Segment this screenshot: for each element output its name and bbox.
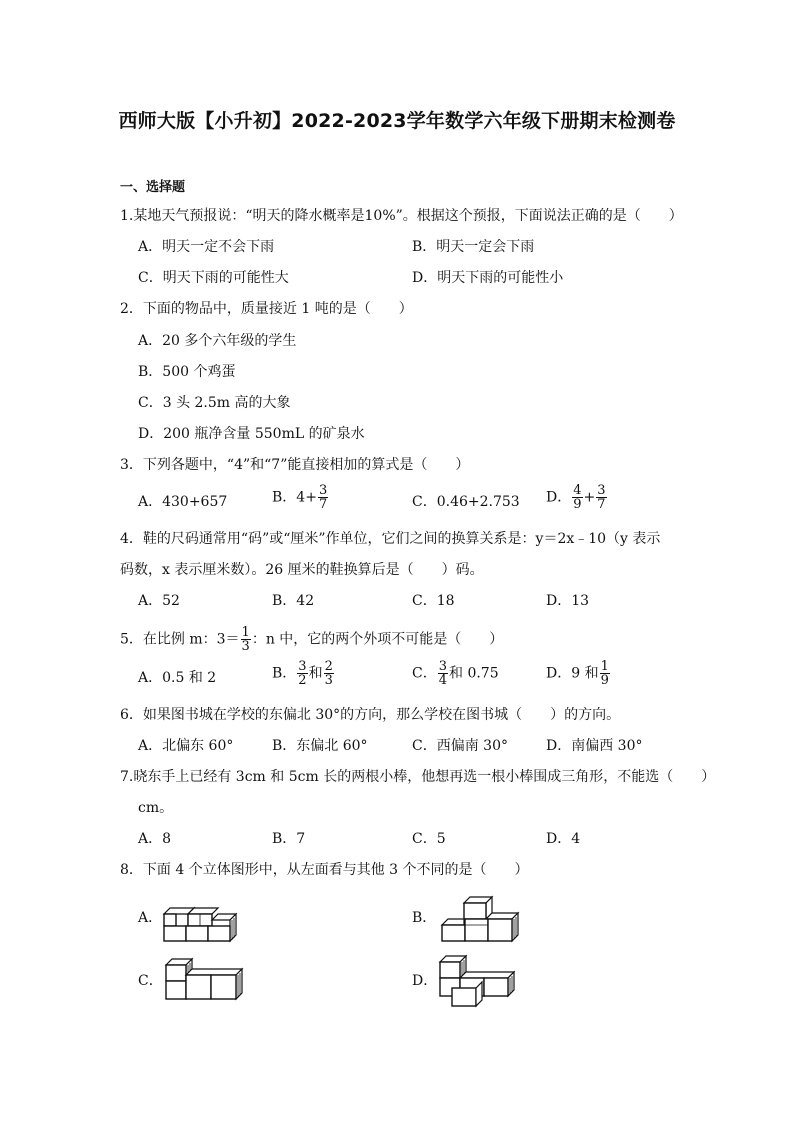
question-7-line-2: cm。 [138,800,174,816]
q1-option-c[interactable]: C．明天下雨的可能性大 [138,270,289,286]
q5-suffix: ：n 中，它的两个外项不可能是（ ） [251,631,504,648]
fraction-numerator: 1 [241,625,250,640]
q4-option-d[interactable]: D．13 [546,593,590,609]
q5-option-c-prefix: C． [412,665,437,682]
fraction-numerator: 4 [573,483,582,498]
q7-option-a[interactable]: A．8 [138,831,172,847]
q3-option-d-fraction-1 [572,484,582,511]
q3-option-b-prefix: B．4+ [272,489,317,506]
fraction-denominator: 9 [573,497,582,512]
q7-option-d[interactable]: D．4 [546,831,581,847]
plus-sign: + [583,489,596,506]
question-3: 3．下列各题中，“4”和“7”能直接相加的算式是（ ） [120,457,470,473]
fraction-numerator: 2 [324,659,333,674]
fraction-denominator: 2 [298,673,307,688]
q6-option-a[interactable]: A．北偏东 60° [138,738,234,754]
fraction-denominator: 4 [438,673,447,688]
section-heading: 一、选择题 [120,180,186,195]
q5-option-d[interactable] [546,660,611,687]
q2-option-a[interactable]: A．20 多个六年级的学生 [138,333,297,349]
q5-option-b-prefix: B． [272,665,297,682]
q7-option-b[interactable]: B．7 [272,831,306,847]
q8-figure-a [160,900,240,949]
q4-option-a[interactable]: A．52 [138,593,180,609]
q1-option-d[interactable]: D．明天下雨的可能性小 [412,270,564,286]
q5-option-b-fraction-2 [324,660,334,687]
q6-option-c[interactable]: C．西偏南 30° [412,738,508,754]
q8-option-b[interactable]: B． [412,910,437,926]
q3-option-a[interactable]: A．430+657 [138,494,228,510]
question-5 [120,626,503,653]
fraction-numerator: 3 [298,659,307,674]
q8-option-a[interactable]: A． [138,910,163,926]
q2-option-d[interactable]: D．200 瓶净含量 550mL 的矿泉水 [138,426,365,442]
q5-option-c[interactable] [412,660,499,687]
q2-option-c[interactable]: C．3 头 2.5m 高的大象 [138,395,291,411]
q5-option-d-prefix: D．9 和 [546,665,599,682]
q3-option-d[interactable] [546,484,608,511]
q5-option-b[interactable] [272,660,335,687]
q6-option-b[interactable]: B．东偏北 60° [272,738,368,754]
q4-option-b[interactable]: B．42 [272,593,315,609]
q5-option-a[interactable]: A．0.5 和 2 [138,670,217,686]
q1-option-b[interactable]: B．明天一定会下雨 [412,239,535,255]
fraction-denominator: 3 [241,639,250,654]
fraction-numerator: 1 [600,659,609,674]
q1-option-a[interactable]: A．明天一定不会下雨 [138,239,275,255]
q3-option-b[interactable] [272,484,329,511]
q5-option-c-fraction [438,660,448,687]
question-4-line-1: 4．鞋的尺码通常用“码”或“厘米”作单位，它们之间的换算关系是：y＝2x﹣10（y 表示 [120,531,661,547]
q8-figure-b [440,895,522,949]
fraction-denominator: 7 [597,497,606,512]
page-title: 西师大版【小升初】2022-2023学年数学六年级下册期末检测卷 [118,110,676,132]
q3-option-d-fraction-2 [596,484,606,511]
q3-option-b-fraction [318,484,328,511]
q4-option-c[interactable]: C．18 [412,593,455,609]
q5-prefix: 5．在比例 m：3＝ [120,631,240,648]
q5-option-d-fraction [600,660,610,687]
question-6: 6．如果图书城在学校的东偏北 30°的方向，那么学校在图书城（ ）的方向。 [120,707,621,723]
q6-option-d[interactable]: D．南偏西 30° [546,738,643,754]
q7-option-c[interactable]: C．5 [412,831,446,847]
fraction-denominator: 7 [318,497,328,512]
q8-option-d[interactable]: D． [412,973,438,989]
q8-figure-c [162,955,246,1007]
fraction-numerator: 3 [438,659,447,674]
question-7-line-1: 7.晓东手上已经有 3cm 和 5cm 长的两根小棒，他想再选一根小棒围成三角形，不能选（ ） [120,769,716,785]
q8-option-c[interactable]: C． [138,973,163,989]
question-1: 1.某地天气预报说：“明天的降水概率是10%”。根据这个预报，下面说法正确的是（ ） [120,208,683,224]
fraction-denominator: 3 [324,673,333,688]
fraction-numerator: 3 [318,483,328,498]
fraction-denominator: 9 [600,673,609,688]
fraction-numerator: 3 [597,483,606,498]
question-4-line-2: 码数，x 表示厘米数）。26 厘米的鞋换算后是（ ）码。 [120,562,484,578]
q8-figure-d [436,950,520,1012]
question-8: 8．下面 4 个立体图形中，从左面看与其他 3 个不同的是（ ） [120,862,529,878]
q5-fraction [241,626,251,653]
q5-option-b-fraction-1 [297,660,307,687]
question-2: 2．下面的物品中，质量接近 1 吨的是（ ） [120,301,413,317]
q2-option-b[interactable]: B．500 个鸡蛋 [138,364,236,380]
q3-option-d-prefix: D． [546,489,572,506]
q3-option-c[interactable]: C．0.46+2.753 [412,494,520,510]
q5-option-b-and: 和 [308,665,323,682]
q5-option-c-suffix: 和 0.75 [449,665,499,682]
